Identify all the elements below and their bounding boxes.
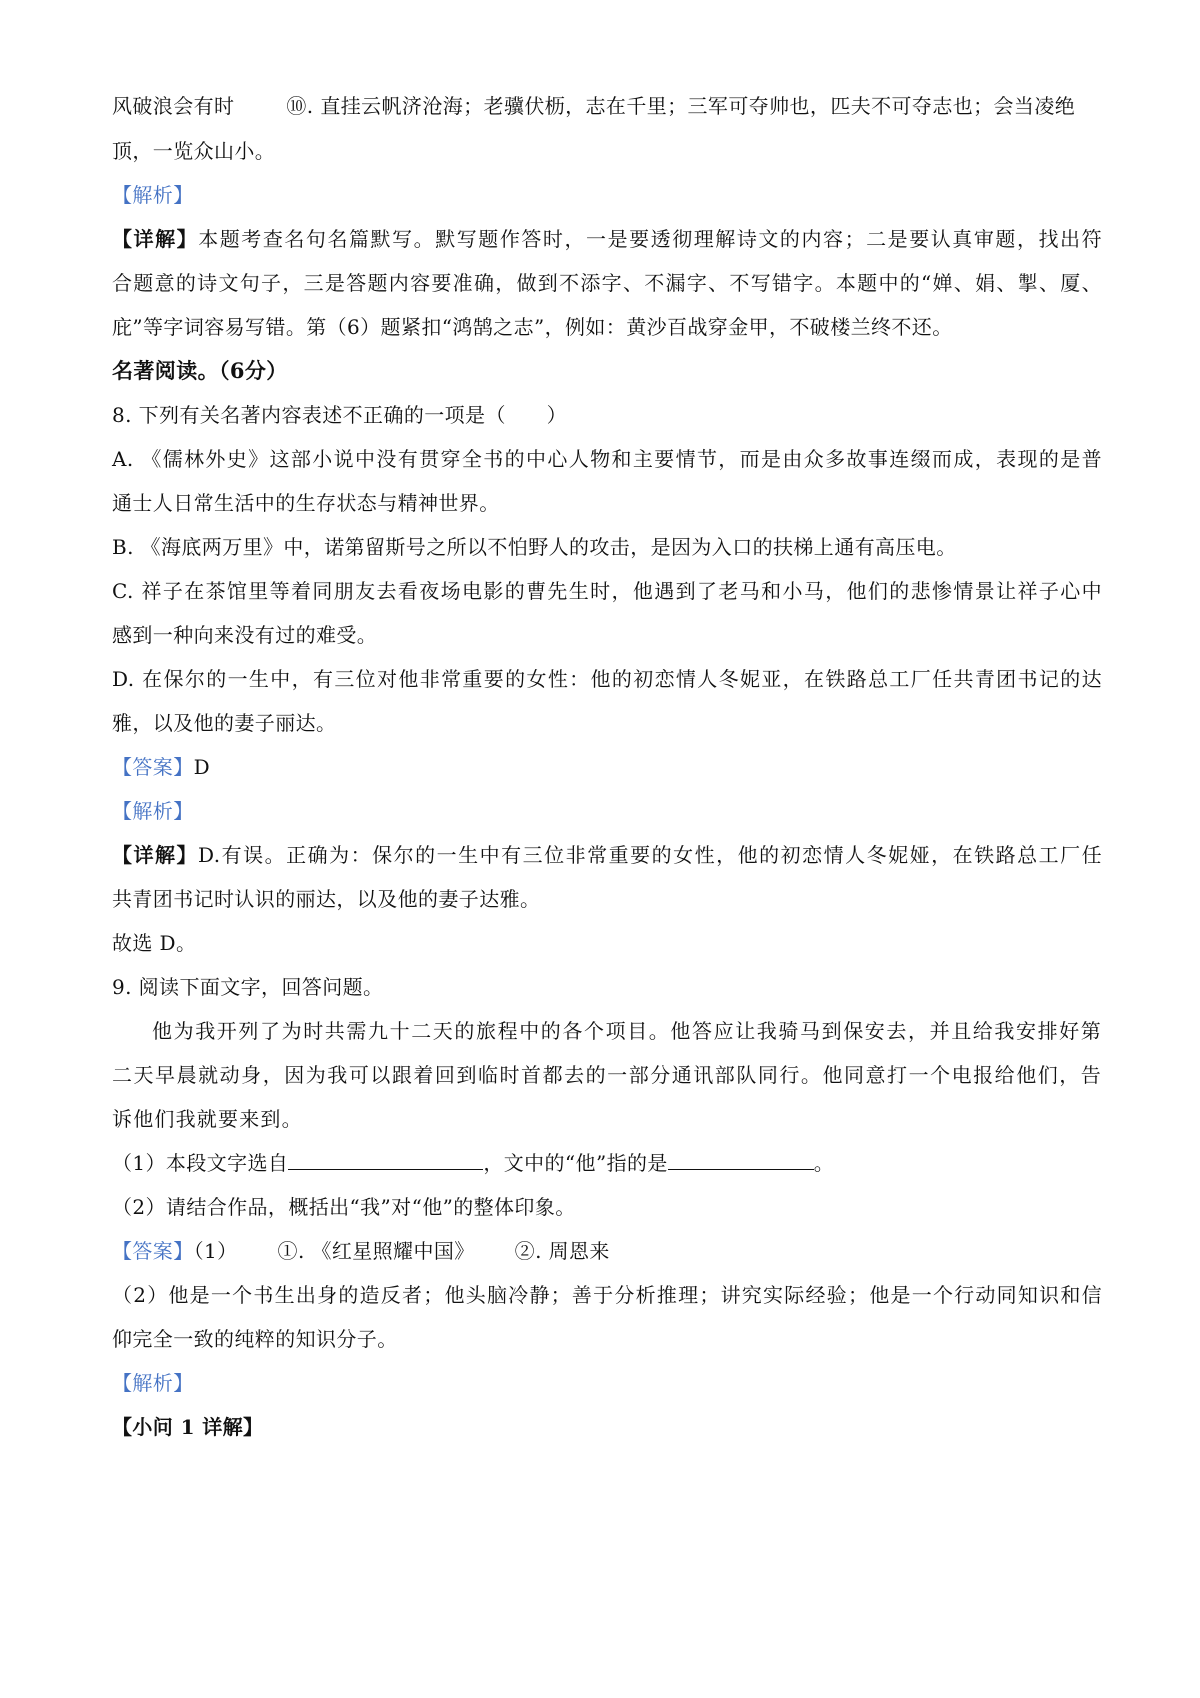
answer-blank[interactable] — [668, 1149, 814, 1170]
option-d-continued: 雅，以及他的妻子丽达。 — [112, 711, 337, 735]
option-c: C. 祥子在茶馆里等着同朋友去看夜场电影的曹先生时，他遇到了老马和小马，他们的悲惨情景让祥子心中 — [112, 579, 1102, 603]
detail-line: 庇”等字词容易写错。第（6）题紧扣“鸿鹄之志”，例如：黄沙百战穿金甲，不破楼兰终不还。 — [112, 315, 953, 339]
detail-line — [112, 225, 1102, 253]
answer-blank[interactable] — [288, 1149, 483, 1170]
option-a: A. 《儒林外史》这部小说中没有贯穿全书的中心人物和主要情节，而是由众多故事连缀而成，表现的是普 — [112, 447, 1102, 471]
detail-label: 【详解】 — [112, 843, 198, 867]
answer-row — [112, 1237, 1102, 1265]
answer-line: 仰完全一致的纯粹的知识分子。 — [112, 1327, 398, 1351]
option-c-continued: 感到一种向来没有过的难受。 — [112, 623, 378, 647]
answer-label: 【答案】 — [112, 755, 194, 779]
analysis-label: 【解析】 — [112, 183, 194, 207]
detail-text: 本题考查名句名篇默写。默写题作答时，一是要透彻理解诗文的内容；二是要认真审题，找出符 — [198, 227, 1102, 251]
answer-label: 【答案】 — [112, 1239, 194, 1263]
passage-line: 他为我开列了为时共需九十二天的旅程中的各个项目。他答应让我骑马到保安去，并且给我安排好第 — [152, 1019, 1102, 1043]
sub-question-text: ，文中的“他”指的是 — [483, 1151, 668, 1175]
answer-part: ②. 周恩来 — [514, 1239, 610, 1263]
detail-line: 合题意的诗文句子，三是答题内容要准确，做到不添字、不漏字、不写错字。本题中的“婵、娟、掣、厦、 — [112, 271, 1102, 295]
analysis-label: 【解析】 — [112, 799, 194, 823]
sub-detail-label: 【小问 1 详解】 — [112, 1415, 264, 1439]
answer-part: ①. 《红星照耀中国》 — [277, 1239, 475, 1263]
answer-value: D — [193, 755, 211, 779]
detail-text: D.有误。正确为：保尔的一生中有三位非常重要的女性，他的初恋情人冬妮娅，在铁路总工厂任 — [198, 843, 1102, 867]
option-b: B. 《海底两万里》中，诺第留斯号之所以不怕野人的攻击，是因为入口的扶梯上通有高压电。 — [112, 535, 957, 559]
sub-question-text: 。 — [813, 1151, 835, 1175]
detail-label: 【详解】 — [112, 227, 199, 251]
answer-fragment: 风破浪会有时 — [112, 94, 235, 118]
answer-fragment: ⑩. 直挂云帆济沧海；老骥伏枥，志在千里；三军可夺帅也，匹夫不可夺志也；会当凌绝 — [286, 94, 1076, 118]
sub-question-1 — [112, 1149, 1102, 1177]
question-stem: 8. 下列有关名著内容表述不正确的一项是（ ） — [112, 403, 568, 427]
sub-question-text: （1）本段文字选自 — [112, 1151, 289, 1175]
analysis-label: 【解析】 — [112, 1371, 194, 1395]
answer-row — [112, 753, 1102, 781]
question-stem: 9. 阅读下面文字，回答问题。 — [112, 975, 384, 999]
section-title: 名著阅读。（6分） — [112, 358, 288, 383]
conclusion-line: 故选 D。 — [112, 931, 197, 955]
detail-line — [112, 841, 1102, 869]
sub-question-2: （2）请结合作品，概括出“我”对“他”的整体印象。 — [112, 1195, 576, 1219]
option-a-continued: 通士人日常生活中的生存状态与精神世界。 — [112, 491, 500, 515]
answer-line: （2）他是一个书生出身的造反者；他头脑冷静；善于分析推理；讲究实际经验；他是一个行动同知识和信 — [112, 1283, 1102, 1307]
passage-line: 诉他们我就要来到。 — [112, 1107, 303, 1131]
option-d: D. 在保尔的一生中，有三位对他非常重要的女性：他的初恋情人冬妮亚，在铁路总工厂任共青团书记的达 — [112, 667, 1102, 691]
answer-line — [112, 92, 1102, 120]
answer-prefix: （1） — [193, 1239, 238, 1263]
detail-line: 共青团书记时认识的丽达，以及他的妻子达雅。 — [112, 887, 541, 911]
passage-line: 二天早晨就动身，因为我可以跟着回到临时首都去的一部分通讯部队同行。他同意打一个电报给他们，告 — [112, 1063, 1102, 1087]
answer-line: 顶，一览众山小。 — [112, 139, 276, 163]
